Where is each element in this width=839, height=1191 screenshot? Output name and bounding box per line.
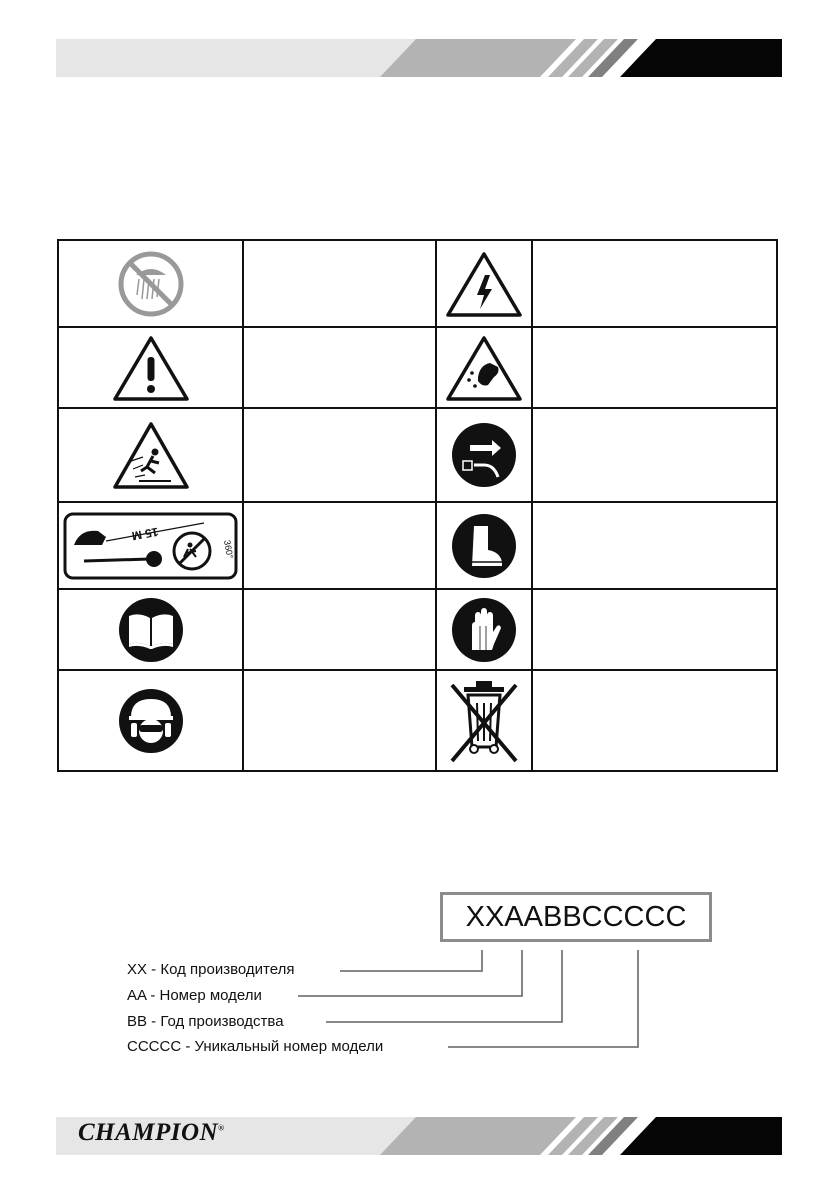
sign-cell (436, 670, 532, 771)
no-rain-icon (116, 249, 186, 319)
sign-description (243, 502, 436, 589)
sign-cell (436, 502, 532, 589)
sign-description (532, 670, 777, 771)
connector-xx (340, 950, 482, 971)
sign-cell (436, 408, 532, 502)
legend-unique-number: CCCCC - Уникальный номер модели (127, 1038, 384, 1055)
sign-cell (58, 240, 243, 327)
table-row (58, 670, 777, 771)
sign-description (532, 240, 777, 327)
sign-description (243, 327, 436, 408)
table-row (58, 408, 777, 502)
sign-description (243, 670, 436, 771)
wear-safety-boots-icon (450, 512, 518, 580)
thrown-objects-warning-icon (111, 419, 191, 491)
distance-label: 15 M (130, 524, 160, 543)
connector-bb (326, 950, 562, 1022)
sign-cell (436, 240, 532, 327)
sign-description (243, 589, 436, 670)
general-warning-icon (111, 333, 191, 403)
header-band (56, 39, 782, 77)
sign-cell (58, 589, 243, 670)
sign-description (243, 240, 436, 327)
sign-cell (436, 589, 532, 670)
unplug-before-service-icon (450, 421, 518, 489)
wear-gloves-icon (450, 596, 518, 664)
sign-cell (58, 502, 243, 589)
sign-description (532, 589, 777, 670)
wear-helmet-goggles-earmuffs-icon (117, 687, 185, 755)
table-row (58, 240, 777, 327)
connector-ccccc (448, 950, 638, 1047)
connector-aa (298, 950, 522, 996)
sign-cell (58, 327, 243, 408)
table-row (58, 589, 777, 670)
sign-description (532, 502, 777, 589)
serial-number-code: XXAABBCCCCC (465, 901, 687, 933)
hand-injury-warning-icon (444, 333, 524, 403)
legend-production-year: BB - Год производства (127, 1013, 284, 1030)
table-row (58, 327, 777, 408)
table-row (58, 502, 777, 589)
champion-logo (78, 1119, 225, 1147)
sign-description (532, 408, 777, 502)
angle-label: 360° (222, 538, 236, 559)
serial-number-box (440, 892, 712, 942)
safe-distance-15m-icon (62, 511, 239, 581)
sign-cell (58, 408, 243, 502)
electric-shock-warning-icon (444, 249, 524, 319)
safety-signs-table (57, 239, 778, 772)
logo-text: CHAMPION (78, 1119, 219, 1146)
read-manual-icon (117, 596, 185, 664)
sign-description (532, 327, 777, 408)
registered-mark: ® (218, 1123, 225, 1133)
sign-cell (436, 327, 532, 408)
legend-manufacturer-code: XX - Код производителя (127, 961, 295, 978)
sign-description (243, 408, 436, 502)
sign-cell (58, 670, 243, 771)
legend-model-number: AA - Номер модели (127, 987, 262, 1004)
no-household-waste-icon (444, 675, 524, 767)
